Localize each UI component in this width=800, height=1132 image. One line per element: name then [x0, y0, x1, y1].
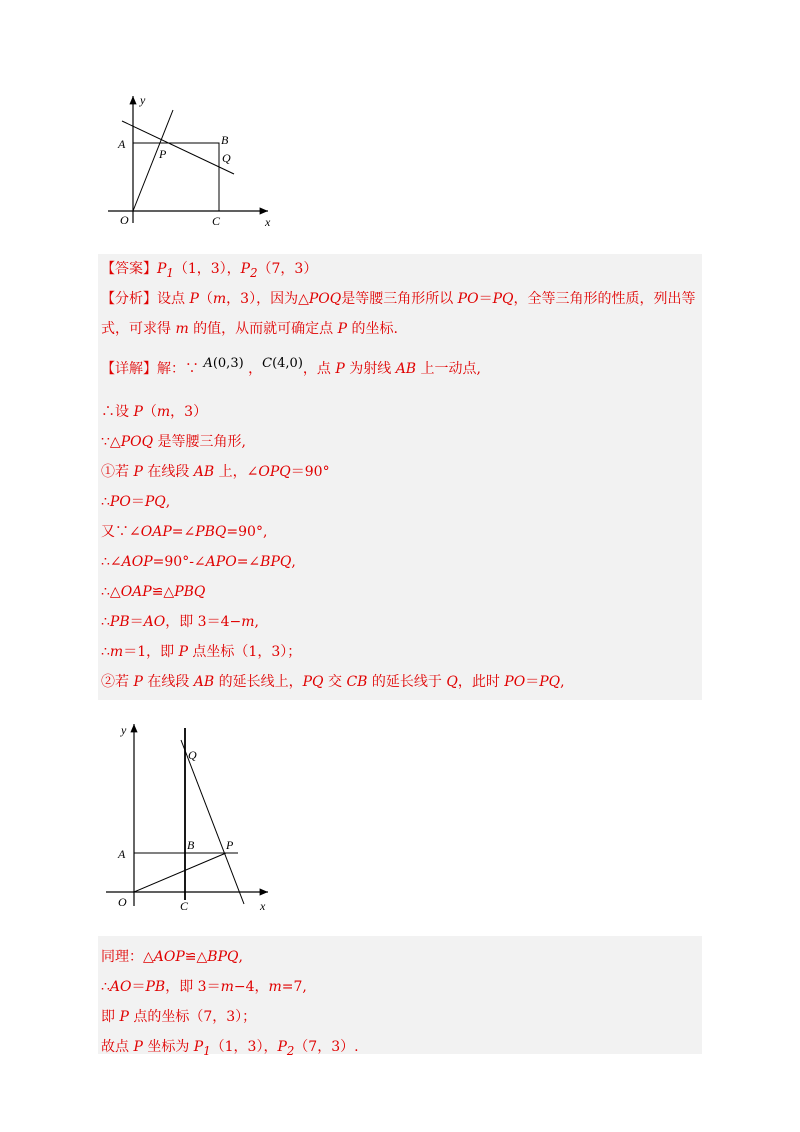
- step2-1: 同理：△AOP≌△BPQ,: [101, 949, 243, 965]
- step-8: ∴PB＝AO，即 3＝4−m,: [101, 614, 259, 630]
- step-2: ∵△POQ 是等腰三角形,: [101, 434, 246, 450]
- label-x: x: [265, 215, 271, 229]
- step-6: ∴∠AOP=90°-∠APO=∠BPQ,: [101, 554, 296, 570]
- step-7: ∴△OAP≌△PBQ: [101, 584, 206, 600]
- rectangle-OABC: [133, 143, 219, 211]
- label-P: P: [159, 147, 167, 161]
- figure-2-svg: [98, 710, 282, 926]
- detail-tag: 【详解】: [101, 361, 157, 377]
- label-O: O: [118, 895, 127, 909]
- line-QP: [181, 740, 244, 904]
- label-C: C: [212, 214, 221, 228]
- step-3: ①若 P 在线段 AB 上，∠OPQ＝90°: [101, 464, 330, 480]
- detail-line: 【详解】解：∵ A(0,3) ，C(4,0)，点 P 为射线 AB 上一动点,: [101, 356, 481, 377]
- label-A: A: [118, 137, 126, 151]
- label-y: y: [121, 723, 127, 737]
- figure-1-svg: [100, 88, 280, 233]
- step-1: ∴设 P（m，3）: [101, 404, 208, 420]
- analysis-line-2: 式，可求得 m 的值，从而就可确定点 P 的坐标.: [101, 321, 398, 337]
- label-Q: Q: [188, 748, 197, 762]
- step-10: ②若 P 在线段 AB 的延长线上，PQ 交 CB 的延长线于 Q，此时 PO＝PQ,: [101, 674, 565, 690]
- label-x: x: [260, 899, 266, 913]
- step-9: ∴m＝1，即 P 点坐标（1，3）；: [101, 644, 302, 660]
- segment-OP: [133, 110, 173, 211]
- step2-4: 故点 P 坐标为 $P_1(1$，3），$P_2(7$，3）.: [101, 1039, 359, 1058]
- figure-2-coordinate-diagram: [98, 710, 282, 926]
- step2-3: 即 P 点的坐标（7，3）；: [101, 1009, 257, 1025]
- figure-1-coordinate-diagram: [100, 88, 280, 233]
- analysis-line-1: 【分析】设点 P（m，3），因为△POQ是等腰三角形所以 PO＝PQ，全等三角形的性质，列出等: [101, 291, 696, 307]
- label-A: A: [118, 847, 126, 861]
- answer-tag: 【答案】: [101, 261, 157, 277]
- answer-line: 【答案】$P_1(1$，3），$P_2(7$，3）: [101, 261, 318, 280]
- step-5: 又∵∠OAP=∠PBQ=90°,: [101, 524, 268, 540]
- label-P: P: [226, 838, 234, 852]
- label-Q: Q: [222, 151, 231, 165]
- label-y: y: [140, 93, 146, 107]
- label-B: B: [221, 133, 229, 147]
- step-4: ∴PO＝PQ,: [101, 494, 171, 510]
- analysis-tag: 【分析】: [101, 291, 157, 307]
- line-PQ: [122, 121, 234, 174]
- label-C: C: [180, 899, 189, 913]
- step2-2: ∴AO＝PB，即 3＝m−4，m=7,: [101, 979, 307, 995]
- segment-OP: [134, 853, 226, 892]
- label-B: B: [187, 838, 195, 852]
- label-O: O: [120, 213, 129, 227]
